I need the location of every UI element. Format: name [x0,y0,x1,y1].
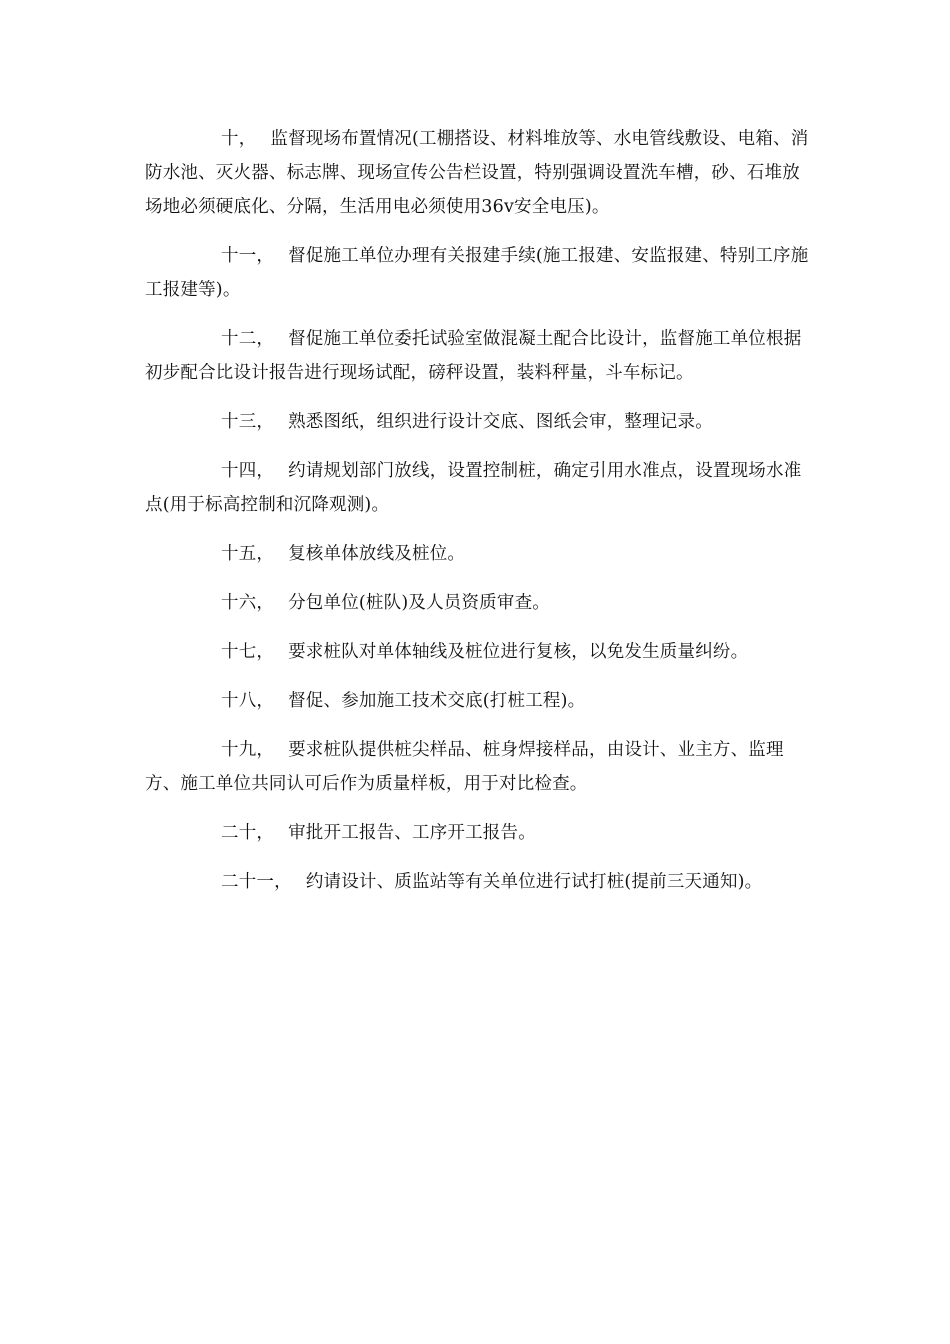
item-text: 要求桩队对单体轴线及桩位进行复核，以免发生质量纠纷。 [288,642,749,662]
list-item [145,537,815,571]
item-text: 监督现场布置情况(工棚搭设、材料堆放等、水电管线敷设、电箱、消防水池、灭火器、标志牌、现场宣传公告栏设置，特别强调设置洗车槽，砂、石堆放场地必须硬底化、分隔，生活用电必须使用36v安全电压)。 [145,129,809,217]
list-item [145,684,815,718]
item-number: 十九， [221,740,275,760]
item-text: 复核单体放线及桩位。 [288,544,466,564]
list-item [145,405,815,439]
item-number: 二十一， [221,872,292,892]
item-number: 二十， [221,823,275,843]
list-item [145,322,815,390]
item-text: 熟悉图纸，组织进行设计交底、图纸会审，整理记录。 [288,412,713,432]
item-text: 约请设计、质监站等有关单位进行试打桩(提前三天通知)。 [305,872,763,892]
item-number: 十一， [221,246,275,266]
item-number: 十二， [221,329,275,349]
list-item [145,816,815,850]
item-number: 十三， [221,412,275,432]
list-item [145,454,815,522]
list-item [145,122,815,224]
item-text: 督促、参加施工技术交底(打桩工程)。 [288,691,586,711]
item-number: 十六， [221,593,275,613]
item-number: 十七， [221,642,275,662]
list-item [145,239,815,307]
list-item [145,586,815,620]
item-text: 审批开工报告、工序开工报告。 [288,823,536,843]
item-text: 要求桩队提供桩尖样品、桩身焊接样品，由设计、业主方、监理方、施工单位共同认可后作为质量样板，用于对比检查。 [145,740,784,794]
item-text: 督促施工单位委托试验室做混凝土配合比设计，监督施工单位根据初步配合比设计报告进行现场试配，磅秤设置，装料秤量，斗车标记。 [145,329,802,383]
list-item [145,865,815,899]
item-number: 十五， [221,544,275,564]
item-text: 约请规划部门放线，设置控制桩，确定引用水准点，设置现场水准点(用于标高控制和沉降观测)。 [145,461,802,515]
list-item [145,733,815,801]
item-number: 十， [221,129,257,149]
item-number: 十四， [221,461,275,481]
item-number: 十八， [221,691,275,711]
list-item [145,635,815,669]
item-text: 督促施工单位办理有关报建手续(施工报建、安监报建、特别工序施工报建等)。 [145,246,809,300]
item-text: 分包单位(桩队)及人员资质审查。 [288,593,550,613]
document-body [145,122,815,914]
